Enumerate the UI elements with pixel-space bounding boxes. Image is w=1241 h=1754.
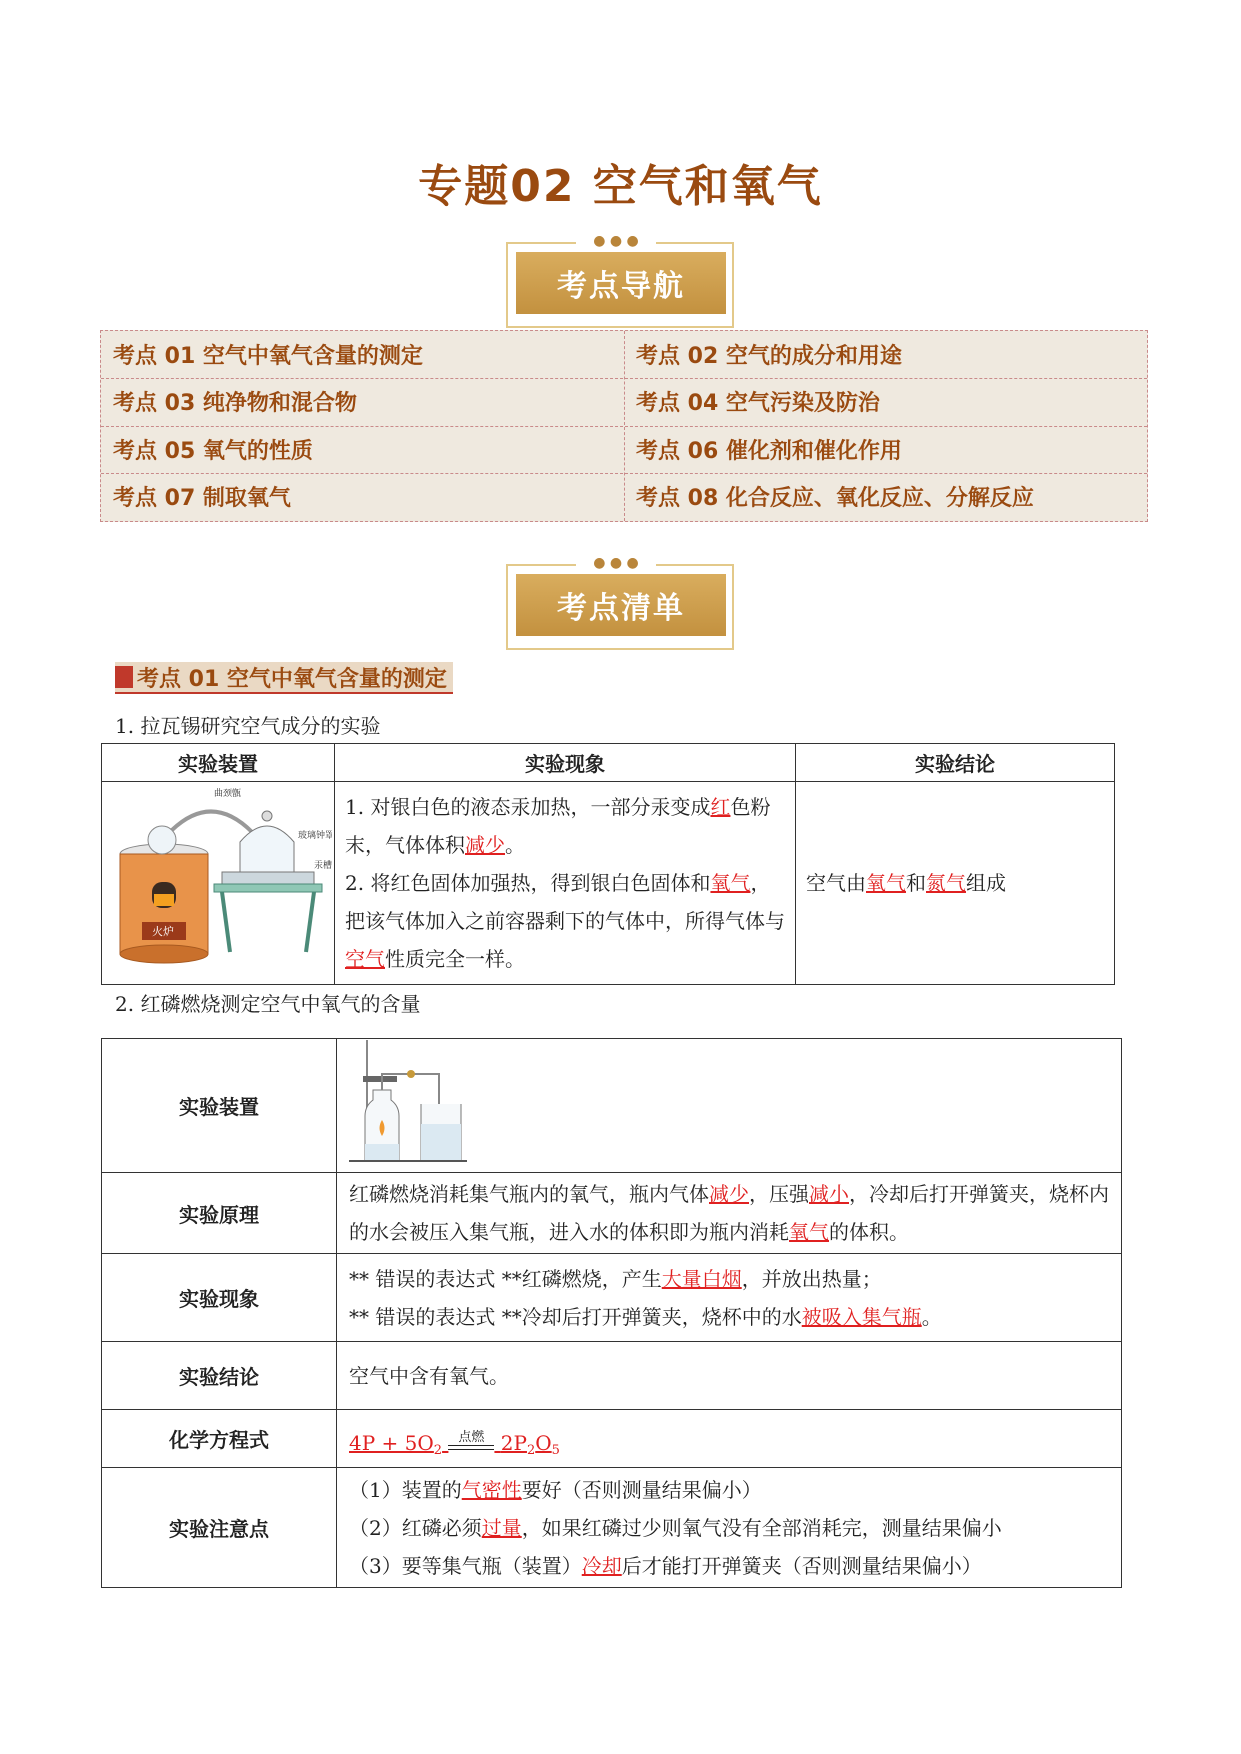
red-phosphorus-table bbox=[101, 1038, 1122, 1588]
label-mercury-trough: 汞槽 bbox=[314, 861, 332, 871]
header-conclusion: 实验结论 bbox=[796, 744, 1115, 782]
equation-condition: 点燃 bbox=[458, 1429, 485, 1445]
row-label-notes: 实验注意点 bbox=[102, 1468, 337, 1588]
red-square-icon bbox=[115, 666, 133, 688]
chemical-equation: $4P + 5O_2$ 点燃 $2P_2O_5$ bbox=[337, 1410, 1122, 1468]
lavoisier-apparatus-icon bbox=[102, 782, 332, 972]
nav-item-07[interactable]: 考点 07 制取氧气 bbox=[113, 486, 291, 511]
nav-badge bbox=[506, 233, 736, 328]
lavoisier-table bbox=[101, 743, 1115, 985]
nav-badge-label: 考点导航 bbox=[516, 252, 726, 314]
lavoisier-phenomenon-2: 2. 将红色固体加强热，得到银白色固体和氧气，把该气体加入之前容器剩下的气体中，所得气体与空气性质完全一样。 bbox=[345, 871, 785, 971]
dots-decoration: ● ● ● bbox=[576, 234, 656, 248]
list-badge-label: 考点清单 bbox=[516, 574, 726, 636]
nav-item-02[interactable]: 考点 02 空气的成分和用途 bbox=[636, 344, 902, 369]
nav-item-01[interactable]: 考点 01 空气中氧气含量的测定 bbox=[113, 344, 423, 369]
apparatus-figure bbox=[102, 782, 335, 985]
principle-text: 红磷燃烧消耗集气瓶内的氧气，瓶内气体减少，压强减小，冷却后打开弹簧夹，烧杯内的水会被压入集气瓶，进入水的体积即为瓶内消耗氧气的体积。 bbox=[337, 1173, 1122, 1254]
row-label-conclusion: 实验结论 bbox=[102, 1342, 337, 1410]
list-badge bbox=[506, 555, 736, 650]
nav-item-06[interactable]: 考点 06 催化剂和催化作用 bbox=[636, 439, 902, 464]
dots-decoration: ● ● ● bbox=[576, 556, 656, 570]
header-phenomenon: 实验现象 bbox=[335, 744, 796, 782]
phosphorus-conclusion: 空气中含有氧气。 bbox=[337, 1342, 1122, 1410]
row-label-apparatus: 实验装置 bbox=[102, 1039, 337, 1173]
lavoisier-conclusion: 空气由氧气和氮气组成 bbox=[796, 782, 1115, 985]
phosphorus-phenomenon-1: ** 错误的表达式 **红磷燃烧，产生大量白烟，并放出热量； bbox=[349, 1266, 882, 1291]
exp1-title: 1. 拉瓦锡研究空气成分的实验 bbox=[115, 714, 381, 738]
note-1: （1）装置的气密性要好（否则测量结果偏小） bbox=[349, 1477, 762, 1502]
section-heading-text: 考点 01 空气中氧气含量的测定 bbox=[137, 666, 447, 692]
phosphorus-apparatus-icon bbox=[349, 1040, 469, 1166]
nav-item-05[interactable]: 考点 05 氧气的性质 bbox=[113, 439, 313, 464]
lavoisier-phenomenon-1: 1. 对银白色的液态汞加热，一部分汞变成红色粉末，气体体积减少。 bbox=[345, 795, 771, 857]
row-label-phenomenon: 实验现象 bbox=[102, 1254, 337, 1342]
nav-item-08[interactable]: 考点 08 化合反应、氧化反应、分解反应 bbox=[636, 486, 1034, 511]
page-title: 专题02 空气和氧气 bbox=[418, 161, 823, 212]
exp2-title: 2. 红磷燃烧测定空气中氧气的含量 bbox=[115, 992, 421, 1016]
header-apparatus: 实验装置 bbox=[102, 744, 335, 782]
phosphorus-phenomenon-2: ** 错误的表达式 **冷却后打开弹簧夹，烧杯中的水被吸入集气瓶。 bbox=[349, 1304, 942, 1329]
note-2: （2）红磷必须过量，如果红磷过少则氧气没有全部消耗完，测量结果偏小 bbox=[349, 1515, 1002, 1540]
nav-item-03[interactable]: 考点 03 纯净物和混合物 bbox=[113, 391, 357, 416]
phosphorus-apparatus-figure bbox=[337, 1039, 1122, 1173]
row-label-principle: 实验原理 bbox=[102, 1173, 337, 1254]
topic-nav bbox=[100, 330, 1148, 522]
row-label-equation: 化学方程式 bbox=[102, 1410, 337, 1468]
nav-item-04[interactable]: 考点 04 空气污染及防治 bbox=[636, 391, 880, 416]
label-retort: 曲颈甑 bbox=[214, 789, 242, 799]
note-3: （3）要等集气瓶（装置）冷却后才能打开弹簧夹（否则测量结果偏小） bbox=[349, 1553, 982, 1578]
label-furnace: 火炉 bbox=[152, 925, 174, 938]
section-heading bbox=[115, 662, 453, 694]
label-bell-jar: 玻璃钟罩 bbox=[298, 831, 332, 841]
